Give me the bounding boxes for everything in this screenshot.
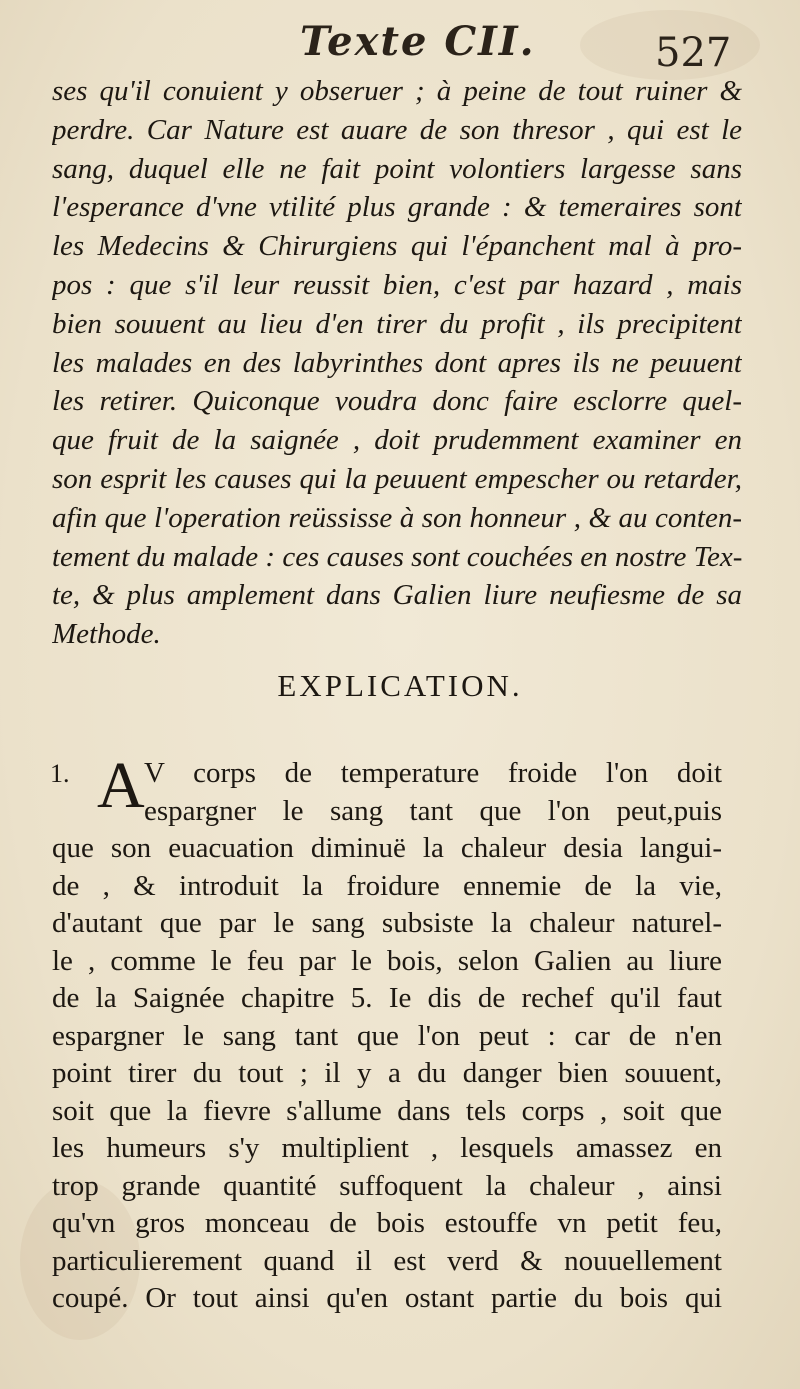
commentary-text [52, 72, 742, 654]
text-line-last: Methode. [52, 618, 161, 651]
text-line: perdre. Car Nature est auare de son thresor , qui est le [52, 113, 742, 146]
text-line: de la Saignée chapitre 5. Ie dis de rechef qu'il faut [52, 982, 722, 1014]
text-line: espargner le sang tant que l'on peut : car de n'en [52, 1019, 722, 1052]
text-line: pos : que s'il leur reussit bien, c'est par hazard , mais [52, 268, 742, 301]
paragraph-number: 1. [50, 759, 70, 788]
text-line: V corps de temperature froide l'on doit [144, 757, 722, 789]
text-line: te, & plus amplement dans Galien liure neufiesme de sa [52, 579, 742, 612]
text-line: afin que l'operation reüssisse à son honneur , & au conten- [52, 501, 742, 534]
text-line: soit que la fievre s'allume dans tels corps , soit que [52, 1094, 722, 1127]
text-line: les malades en des labyrinthes dont apres ils ne peuuent [52, 346, 742, 379]
drop-cap: A [97, 749, 145, 822]
text-line: les humeurs s'y multiplient , lesquels amassez en [52, 1132, 722, 1164]
text-line: qu'vn gros monceau de bois estouffe vn petit feu, [52, 1207, 722, 1239]
running-title: Texte CII. [300, 18, 536, 65]
text-line: trop grande quantité suffoquent la chaleur , ainsi [52, 1169, 722, 1202]
text-line: de , & introduit la froidure ennemie de la vie, [52, 869, 722, 902]
explication-text [52, 749, 722, 1318]
page-number: 527 [655, 30, 732, 76]
text-line: bien souuent au lieu d'en tirer du profit , ils precipitent [52, 307, 742, 340]
text-line: son esprit les causes qui la peuuent empescher ou retarder, [52, 462, 742, 495]
text-line: que fruit de la saignée , doit prudemment examiner en [52, 424, 742, 457]
text-line: espargner le sang tant que l'on peut,puis [144, 794, 722, 827]
text-line: l'esperance d'vne vtilité plus grande : & temeraires sont [52, 191, 742, 224]
text-line: particulierement quand il est verd & nouuellement [52, 1244, 722, 1277]
section-title: EXPLICATION. [277, 668, 523, 703]
text-line: sang, duquel elle ne fait point volontiers largesse sans [52, 152, 742, 185]
text-line: ses qu'il conuient y obseruer ; à peine de tout ruiner & [52, 75, 742, 107]
text-line: tement du malade : ces causes sont couchées en nostre Tex- [52, 540, 742, 573]
text-line: point tirer du tout ; il y a du danger bien souuent, [52, 1057, 722, 1089]
text-line: d'autant que par le sang subsiste la chaleur naturel- [52, 907, 722, 939]
text-line: que son euacuation diminuë la chaleur desia langui- [52, 832, 722, 864]
text-line: le , comme le feu par le bois, selon Galien au liure [52, 944, 722, 977]
text-line: les retirer. Quiconque voudra donc faire esclorre quel- [52, 385, 742, 418]
text-line: les Medecins & Chirurgiens qui l'épanchent mal à pro- [52, 230, 742, 263]
page-header [0, 14, 800, 74]
text-line: coupé. Or tout ainsi qu'en ostant partie du bois qui [52, 1282, 722, 1314]
